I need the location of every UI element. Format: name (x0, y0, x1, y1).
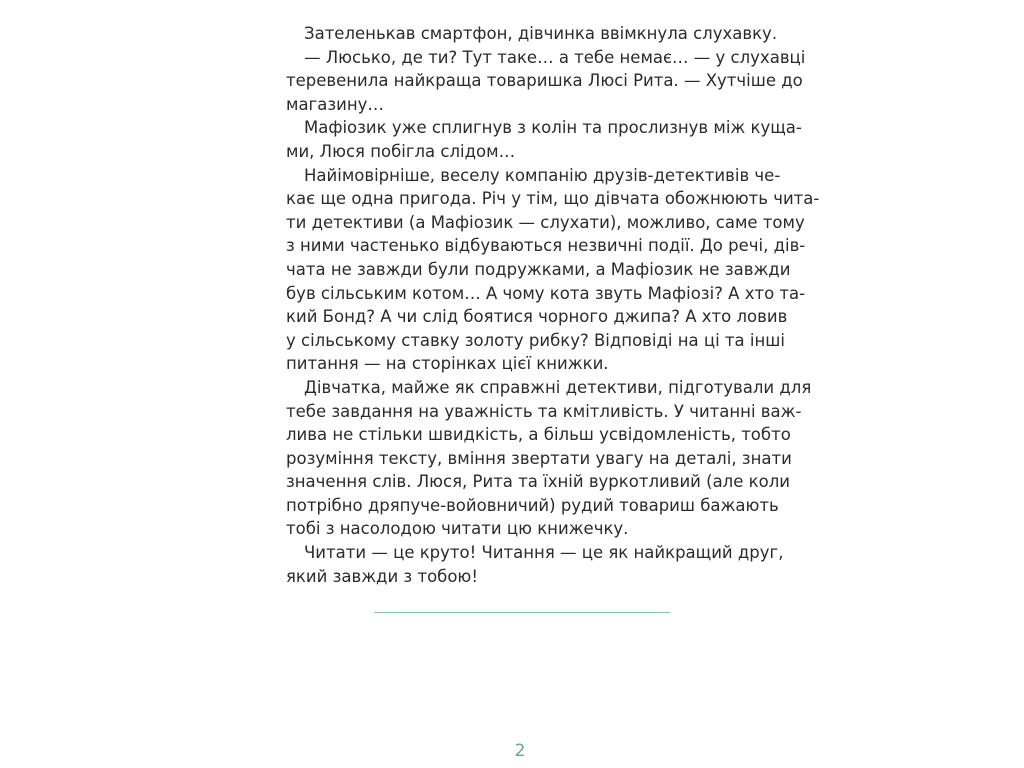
text-line: Мафіозик уже сплигнув з колін та прослизнув між куща- (304, 118, 802, 138)
paragraph (286, 164, 820, 376)
text-line: Дівчатка, майже як справжні детективи, підготували для (304, 377, 812, 397)
text-line: Читати — це круто! Читання — це як найкращий друг, (304, 543, 784, 563)
text-line: — Люсько, де ти? Тут таке… а тебе немає… — у слухавці (304, 47, 806, 67)
text-line: потрібно дряпуче-войовничий) рудий товариш бажають (286, 495, 779, 515)
text-line: кий Бонд? А чи слід боятися чорного джипа? А хто ловив (286, 307, 788, 327)
text-line: питання — на сторінках цієї книжки. (286, 354, 609, 374)
text-line: лива не стільки швидкість, а більш усвідомленість, тобто (286, 425, 791, 445)
paragraph (286, 22, 778, 46)
text-line: Найімовірніше, веселу компанію друзів-детективів че- (304, 165, 781, 185)
text-line: який завжди з тобою! (286, 566, 478, 586)
text-line: теревенила найкраща товаришка Люсі Рита. — Хутчіше до (286, 71, 803, 91)
text-line: ти детективи (а Мафіозик — слухати), можливо, саме тому (286, 212, 805, 232)
text-line: розуміння тексту, вміння звертати увагу на деталі, знати (286, 448, 792, 468)
paragraph (286, 116, 802, 163)
paragraph (286, 541, 784, 588)
text-line: значення слів. Люся, Рита та їхній вуркотливий (але коли (286, 472, 790, 492)
paragraph (286, 376, 812, 541)
text-line: чата не завжди були подружками, а Мафіозик не завжди (286, 259, 791, 279)
text-line: був сільським котом… А чому кота звуть Мафіозі? А хто та- (286, 283, 806, 303)
text-line: з ними частенько відбуваються незвичні події. До речі, дів- (286, 236, 806, 256)
page-body-text (286, 22, 820, 588)
text-line: тебе завдання на уважність та кмітливість. У читанні важ- (286, 401, 802, 421)
section-divider (374, 612, 670, 613)
paragraph (286, 46, 806, 117)
text-line: Зателенькав смартфон, дівчинка ввімкнула слухавку. (304, 24, 778, 43)
page-number: 2 (514, 741, 526, 761)
text-line: кає ще одна пригода. Річ у тім, що дівчата обожнюють читa- (286, 189, 820, 209)
text-line: ми, Люся побігла слідом… (286, 141, 516, 161)
text-line: тобі з насолодою читати цю книжечку. (286, 519, 629, 539)
text-line: у сільському ставку золоту рибку? Відповіді на ці та інші (286, 330, 785, 350)
text-line: магазину… (286, 94, 384, 114)
